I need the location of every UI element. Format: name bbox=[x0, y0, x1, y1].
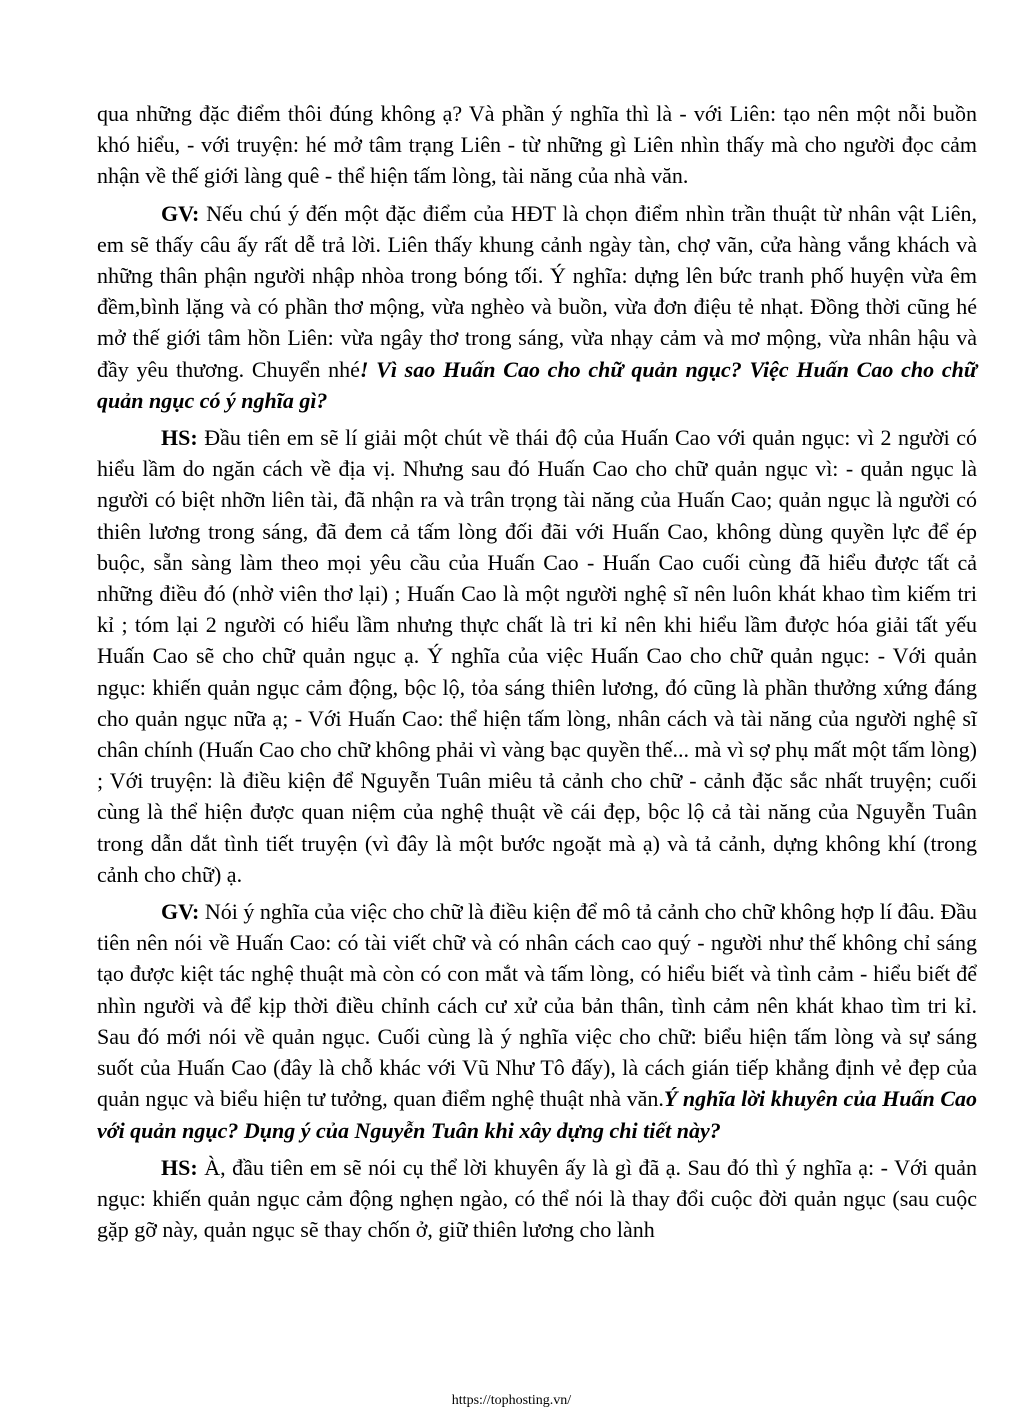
speaker-label: HS: bbox=[161, 1154, 198, 1180]
paragraph-text: Nói ý nghĩa của việc cho chữ là điều kiện để mô tả cảnh cho chữ không hợp lí đâu. Đầu tiên nên nói về Huấn Cao: có tài viết chữ và có nhân cách cao quý - người như thế không chỉ sáng tạo được kiệt tác nghệ thuật mà còn có con mắt và tấm lòng, có hiểu biết và tình cảm - hiểu biết để nhìn người và để kịp thời điều chỉnh cách cư xử của bản thân, tình cảm nên khát khao tìm tri kỉ. Sau đó mới nói về quản ngục. Cuối cùng là ý nghĩa việc cho chữ: biểu hiện tấm lòng và sự sáng suốt của Huấn Cao (đây là chỗ khác với Vũ Như Tô đấy), là cách gián tiếp khẳng định vẻ đẹp của quản ngục và biểu hiện tư tưởng, quan điểm nghệ thuật nhà văn. bbox=[97, 899, 977, 1112]
paragraph-gv-2 bbox=[97, 896, 977, 1146]
paragraph-gv-1 bbox=[97, 198, 977, 416]
question-text: Ý nghĩa lời khuyên của Huấn Cao với quản ngục? Dụng ý của Nguyễn Tuân khi xây dựng chi tiết này? bbox=[97, 1086, 978, 1143]
paragraph-hs-1 bbox=[97, 422, 977, 890]
speaker-label: GV: bbox=[161, 200, 200, 226]
question-text: ! Vì sao Huấn Cao cho chữ quản ngục? Việc Huấn Cao cho chữ quản ngục có ý nghĩa gì? bbox=[97, 356, 977, 413]
speaker-label: HS: bbox=[161, 425, 198, 451]
speaker-label: GV: bbox=[161, 899, 200, 925]
footer-url: https://tophosting.vn/ bbox=[451, 1393, 572, 1408]
paragraph-text: qua những đặc điểm thôi đúng không ạ? Và phần ý nghĩa thì là - với Liên: tạo nên một nỗi buồn khó hiểu, - với truyện: hé mở tâm trạng Liên - từ những gì Liên nhìn thấy mà cho người đọc cảm nhận về thế giới làng quê - thể hiện tấm lòng, tài năng của nhà văn. bbox=[97, 101, 977, 189]
paragraph-text: Đầu tiên em sẽ lí giải một chút về thái độ của Huấn Cao với quản ngục: vì 2 người có hiểu lầm do ngăn cách về địa vị. Nhưng sau đó Huấn Cao cho chữ quản ngục vì: - quản ngục là người có biệt nhỡn liên tài, đã nhận ra và trân trọng tài năng của Huấn Cao; quản ngục là người có thiên lương trong sáng, đã đem cả tấm lòng đối đãi với Huấn Cao, không dùng quyền lực để ép buộc, sẵn sàng làm theo mọi yêu cầu của Huấn Cao - Huấn Cao cuối cùng đã hiểu được tất cả những điều đó (nhờ viên thơ lại) ; Huấn Cao là một người nghệ sĩ nên luôn khát khao tìm kiếm tri kỉ ; tóm lại 2 người có hiểu lầm nhưng thực chất là tri kỉ nên khi hiểu lầm được hóa giải tất yếu Huấn Cao sẽ cho chữ quản ngục ạ. Ý nghĩa của việc Huấn Cao cho chữ quản ngục: - Với quản ngục: khiến quản ngục cảm động, bộc lộ, tỏa sáng thiên lương, đó cũng là phần thưởng xứng đáng cho quản ngục nữa ạ; - Với Huấn Cao: thể hiện tấm lòng, nhân cách và tài năng của người nghệ sĩ chân chính (Huấn Cao cho chữ không phải vì vàng bạc quyền thế... mà vì sợ phụ mất một tấm lòng) ; Với truyện: là điều kiện để Nguyễn Tuân miêu tả cảnh cho chữ - cảnh đặc sắc nhất truyện; cuối cùng là thể hiện được quan niệm của nghệ thuật về cái đẹp, bộc lộ cả tài năng của Nguyễn Tuân trong dẫn dắt tình tiết truyện (vì đây là một bước ngoặt mà ạ) và tả cảnh, dựng không khí (trong cảnh cho chữ) ạ. bbox=[97, 425, 977, 887]
paragraph-continuation bbox=[97, 98, 977, 192]
paragraph-text: Nếu chú ý đến một đặc điểm của HĐT là chọn điểm nhìn trần thuật từ nhân vật Liên, em sẽ thấy câu ấy rất dễ trả lời. Liên thấy khung cảnh ngày tàn, chợ vãn, cửa hàng vắng khách và những thân phận người nhập nhòa trong bóng tối. Ý nghĩa: dựng lên bức tranh phố huyện vừa êm đềm,bình lặng và có phần thơ mộng, vừa nghèo và buồn, vừa đơn điệu tẻ nhạt. Đồng thời cũng hé mở thế giới tâm hồn Liên: vừa ngây thơ trong sáng, vừa nhạy cảm và mơ mộng, vừa nhân hậu và đầy yêu thương. Chuyển nhé bbox=[97, 200, 977, 382]
paragraph-text: À, đầu tiên em sẽ nói cụ thể lời khuyên ấy là gì đã ạ. Sau đó thì ý nghĩa ạ: - Với quản ngục: khiến quản ngục cảm động nghẹn ngào, có thể nói là thay đổi cuộc đời quản ngục (sau cuộc gặp gỡ này, quản ngục sẽ thay chốn ở, giữ thiên lương cho lành bbox=[97, 1154, 977, 1243]
document-body bbox=[97, 98, 977, 1251]
page-footer bbox=[0, 1392, 1023, 1410]
paragraph-hs-2 bbox=[97, 1152, 977, 1246]
